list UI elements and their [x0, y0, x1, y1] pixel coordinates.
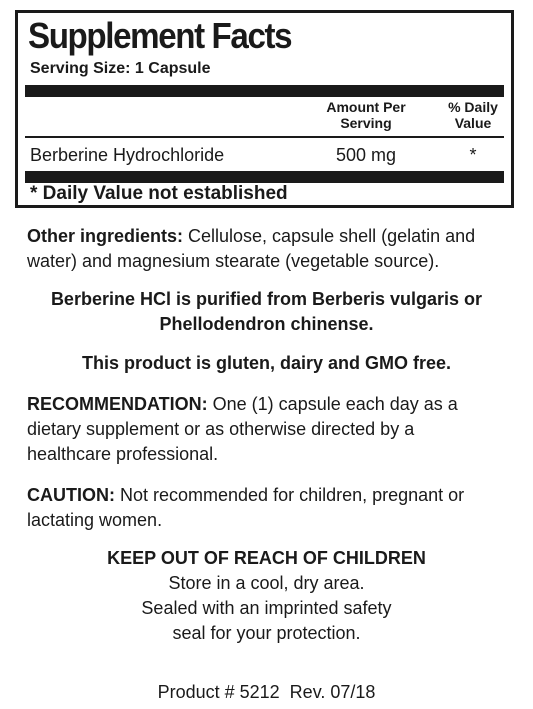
nutrient-name: Berberine Hydrochloride: [30, 145, 225, 165]
column-header-amount-line1: Amount Per: [326, 99, 406, 115]
column-header-amount-line2: Serving: [340, 115, 392, 131]
recommendation-line2: dietary supplement or as otherwise directed by a: [27, 419, 415, 439]
column-header-dv-line1: % Daily: [448, 99, 498, 115]
recommendation-line1: One (1) capsule each day as a: [207, 394, 458, 414]
caution: [27, 483, 515, 533]
storage-line3: seal for your protection.: [172, 623, 361, 643]
daily-value-footnote: * Daily Value not established: [30, 183, 288, 204]
storage-line1: Store in a cool, dry area.: [168, 573, 365, 593]
caution-line1: Not recommended for children, pregnant or: [115, 485, 465, 505]
source-statement-line2: Phellodendron chinense.: [159, 314, 374, 334]
gluten-free-statement: This product is gluten, dairy and GMO free.: [81, 353, 452, 373]
column-header-dv-line2: Value: [454, 115, 492, 131]
column-header-amount: [310, 99, 422, 131]
thick-divider-bottom: [25, 171, 504, 183]
nutrient-daily-value: *: [469, 145, 477, 165]
keep-out-of-reach-heading: KEEP OUT OF REACH OF CHILDREN: [107, 548, 426, 568]
product-code: Product # 5212 Rev. 07/18: [157, 682, 376, 702]
column-header-daily-value: [438, 99, 508, 131]
storage-line2: Sealed with an imprinted safety: [141, 598, 392, 618]
facts-title: Supplement Facts: [28, 15, 292, 56]
supplement-facts-panel: [15, 10, 514, 208]
thin-divider: [25, 136, 504, 138]
caution-line2: lactating women.: [27, 510, 163, 530]
recommendation: [27, 392, 515, 467]
other-ingredients-label: Other ingredients:: [27, 226, 184, 246]
thick-divider-top: [25, 85, 504, 97]
other-ingredients-line2: water) and magnesium stearate (vegetable source).: [27, 251, 440, 271]
source-statement: [0, 287, 533, 337]
recommendation-label: RECOMMENDATION:: [27, 394, 208, 414]
other-ingredients: [27, 224, 515, 274]
caution-label: CAUTION:: [27, 485, 115, 505]
source-statement-line1: Berberine HCl is purified from Berberis vulgaris or: [50, 289, 483, 309]
other-ingredients-line1: Cellulose, capsule shell (gelatin and: [183, 226, 476, 246]
nutrient-amount: 500 mg: [335, 145, 397, 165]
storage-instructions: [0, 571, 533, 646]
serving-size: Serving Size: 1 Capsule: [30, 60, 211, 77]
recommendation-line3: healthcare professional.: [27, 444, 219, 464]
